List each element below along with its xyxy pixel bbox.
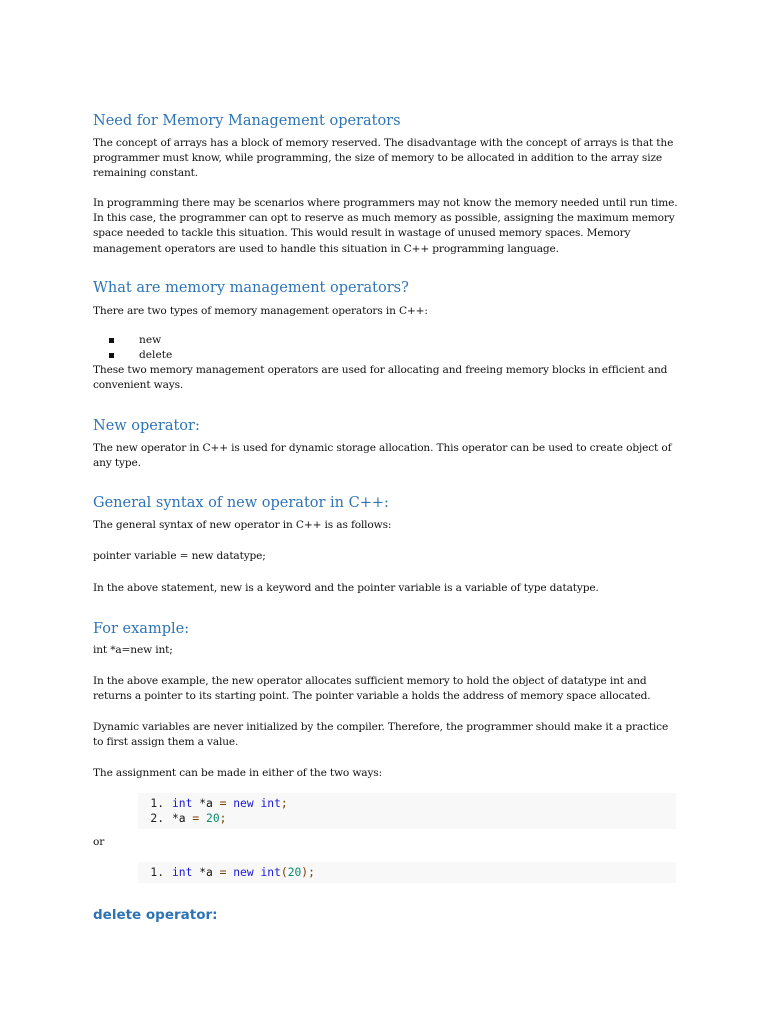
- code-line: [138, 796, 676, 811]
- code-operator: ;: [280, 797, 288, 810]
- heading-need-for-memory-management: Need for Memory Management operators: [93, 113, 401, 129]
- paragraph-new-operator-desc: The new operator in C++ is used for dynamic storage allocation. This operator can be used to create object of any type.: [93, 442, 672, 470]
- code-operator: =: [192, 812, 200, 825]
- heading-general-syntax: General syntax of new operator in C++:: [93, 495, 389, 511]
- code-text: *a: [172, 812, 193, 825]
- code-line: [138, 811, 676, 826]
- code-operator: (: [280, 866, 288, 879]
- paragraph-two-types: There are two types of memory management operators in C++:: [93, 305, 428, 317]
- line-number: 1.: [150, 797, 164, 810]
- list-item-label: new: [139, 334, 162, 346]
- code-line: [138, 865, 676, 880]
- paragraph-allocating-freeing: These two memory management operators are used for allocating and freeing memory blocks in efficient and convenient ways.: [93, 364, 668, 392]
- square-bullet-icon: [109, 353, 114, 358]
- code-space: [199, 812, 206, 825]
- code-text: *a: [192, 866, 220, 879]
- paragraph-assignment-ways: The assignment can be made in either of the two ways:: [93, 767, 383, 779]
- code-keyword: new: [233, 797, 254, 810]
- paragraph-or: or: [93, 836, 105, 848]
- code-keyword: int: [172, 866, 193, 879]
- code-operator: ;: [219, 812, 227, 825]
- heading-new-operator: New operator:: [93, 418, 200, 434]
- code-keyword: int: [260, 797, 281, 810]
- paragraph-arrays-concept: The concept of arrays has a block of memory reserved. The disadvantage with the concept of arrays is that the programmer must know, while programming, the size of memory to be allocated in addition to the array size remaining constant.: [93, 137, 674, 180]
- line-number: 1.: [150, 866, 164, 879]
- paragraph-statement-explanation: In the above statement, new is a keyword and the pointer variable is a variable of type datatype.: [93, 582, 599, 594]
- code-operator: ): [301, 866, 309, 879]
- code-operator: ;: [308, 866, 315, 879]
- paragraph-dynamic-variables: Dynamic variables are never initialized by the compiler. Therefore, the programmer should make it a practice to first assign them a value.: [93, 721, 669, 749]
- code-keyword: new: [233, 866, 254, 879]
- paragraph-example-code: int *a=new int;: [93, 644, 173, 656]
- heading-for-example: For example:: [93, 621, 190, 637]
- square-bullet-icon: [109, 338, 114, 343]
- code-block-1: [138, 793, 676, 829]
- heading-delete-operator: delete operator:: [93, 907, 218, 923]
- code-operator: =: [219, 797, 227, 810]
- paragraph-syntax-line: pointer variable = new datatype;: [93, 550, 266, 562]
- code-text: *a: [192, 797, 220, 810]
- code-keyword: int: [260, 866, 281, 879]
- list-item-label: delete: [139, 349, 173, 362]
- code-keyword: int: [172, 797, 193, 810]
- code-block-2: [138, 862, 676, 883]
- code-number: 20: [206, 812, 220, 825]
- paragraph-programming-scenarios: In programming there may be scenarios where programmers may not know the memory needed until run time. In this case, the programmer can opt to reserve as much memory as possible, assigning the maximum memory space needed to tackle this situation. This would result in wastage of unused memory spaces. Memory management operators are used to handle this situation in C++ programming language.: [93, 197, 678, 255]
- code-number: 20: [287, 866, 302, 879]
- code-operator: =: [219, 866, 227, 879]
- line-number: 2.: [150, 812, 164, 825]
- paragraph-general-syntax-intro: The general syntax of new operator in C++ is as follows:: [93, 519, 392, 531]
- paragraph-example-explanation: In the above example, the new operator allocates sufficient memory to hold the object of datatype int and returns a pointer to its starting point. The pointer variable a holds the address of memory space allocated.: [93, 675, 651, 703]
- heading-what-are-operators: What are memory management operators?: [93, 280, 409, 296]
